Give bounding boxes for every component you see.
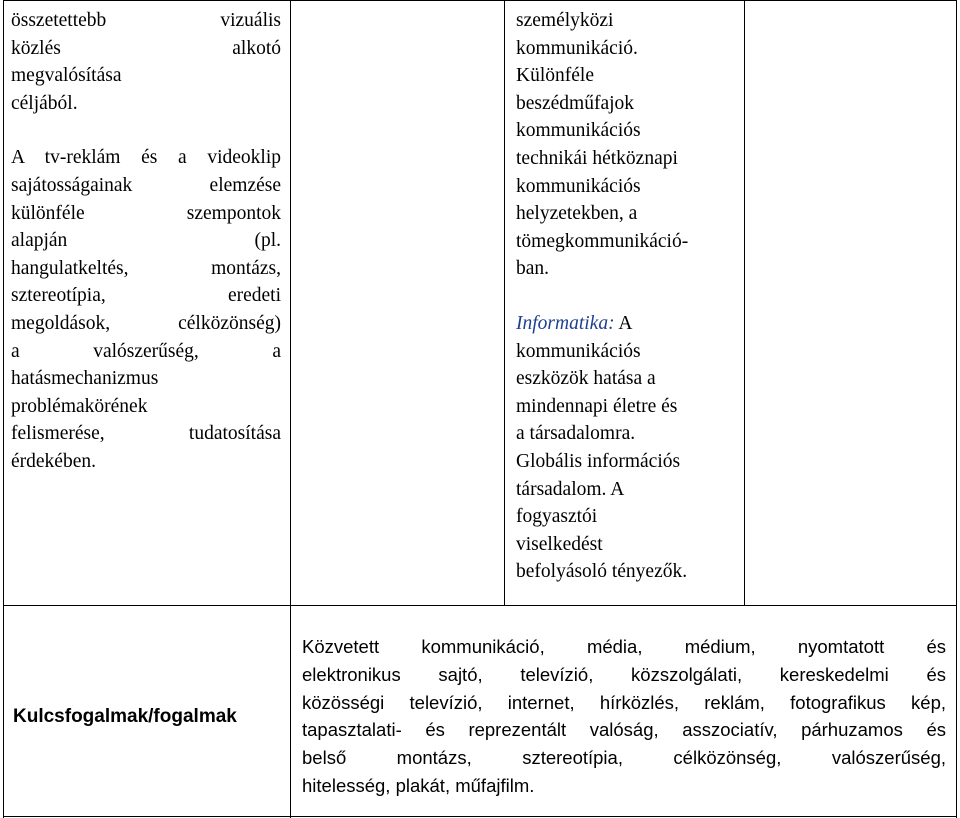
text-line: elektronikus sajtó, televízió, közszolgálati, kereskedelmi és	[302, 663, 946, 685]
text-line: beszédműfajok	[516, 92, 635, 114]
text-line: viselkedést	[516, 533, 603, 555]
connections-paragraph-1	[516, 7, 741, 283]
text-line: Különféle	[516, 65, 594, 87]
goals-paragraph-1	[11, 7, 281, 117]
text-line: különféle szempontok	[11, 202, 281, 224]
text-line: hatásmechanizmus	[11, 368, 159, 390]
table-border-top	[3, 0, 957, 1]
table-border-right	[956, 0, 957, 818]
text-line: kommunikációs	[516, 340, 641, 362]
text-line: kommunikációs	[516, 120, 641, 142]
text-line: helyzetekben, a	[516, 203, 638, 225]
text-line: technikái hétköznapi	[516, 147, 678, 169]
keywords-label: Kulcsfogalmak/fogalmak	[13, 706, 237, 727]
text-line: társadalom. A	[516, 478, 625, 500]
text-line: céljából.	[11, 92, 78, 114]
text-line: alapján (pl.	[11, 230, 281, 252]
table-border-col1	[290, 0, 291, 818]
table-border-col3	[744, 0, 745, 606]
table-row-divider	[3, 605, 957, 606]
text-line: megvalósítása	[11, 65, 122, 87]
text-line: sztereotípia, eredeti	[11, 285, 281, 307]
text-line: kommunikáció.	[516, 37, 638, 59]
text-line: eszközök hatása a	[516, 368, 656, 390]
text-line: belső montázs, sztereotípia, célközönség, valószerűség,	[302, 747, 946, 769]
text-line: mindennapi életre és	[516, 395, 678, 417]
text-line: sajátosságainak elemzése	[11, 174, 281, 196]
goals-cell	[11, 7, 281, 476]
text-line: összetettebb vizuális	[11, 10, 281, 31]
text-line: hangulatkeltés, montázs,	[11, 257, 281, 279]
connections-cell	[516, 7, 741, 586]
table-border-col2	[504, 0, 505, 606]
connections-paragraph-2: Informatika: A kommunikációs eszközök hatása a mindennapi életre és a társadalomra. Globális információs társadalom. A fogyasztói viselkedést befolyásoló tényezők.	[516, 310, 741, 586]
text-line: érdekében.	[11, 450, 96, 472]
text-line: fogyasztói	[516, 506, 598, 528]
subject-label-informatika: Informatika:	[516, 312, 615, 334]
text-line: Közvetett kommunikáció, média, médium, nyomtatott és	[302, 636, 946, 657]
table-border-bottom	[3, 816, 957, 817]
text-line: kommunikációs	[516, 175, 641, 197]
text-line: problémakörének	[11, 395, 148, 417]
text-line: felismerése, tudatosítása	[11, 423, 281, 445]
text-line: ban.	[516, 258, 550, 280]
text-line: személyközi	[516, 10, 614, 31]
text-line: tapasztalati- és reprezentált valóság, asszociatív, párhuzamos és	[302, 719, 946, 741]
goals-paragraph-2	[11, 144, 281, 475]
text-line: megoldások, célközönség)	[11, 312, 281, 334]
text-line: Globális információs	[516, 450, 681, 472]
text-line: a valószerűség, a	[11, 340, 281, 362]
keywords-text	[302, 633, 946, 800]
table-border-left	[3, 0, 4, 818]
text-line: közösségi televízió, internet, hírközlés, reklám, fotografikus kép,	[302, 691, 946, 713]
text-line: tömegkommunikáció-	[516, 230, 689, 252]
text-line: közlés alkotó	[11, 37, 281, 59]
text-line: a társadalomra.	[516, 423, 636, 445]
text-line: A tv-reklám és a videoklip	[11, 147, 281, 169]
text-line: befolyásoló tényezők.	[516, 561, 688, 583]
text-line: hitelesség, plakát, műfajfilm.	[302, 774, 535, 796]
